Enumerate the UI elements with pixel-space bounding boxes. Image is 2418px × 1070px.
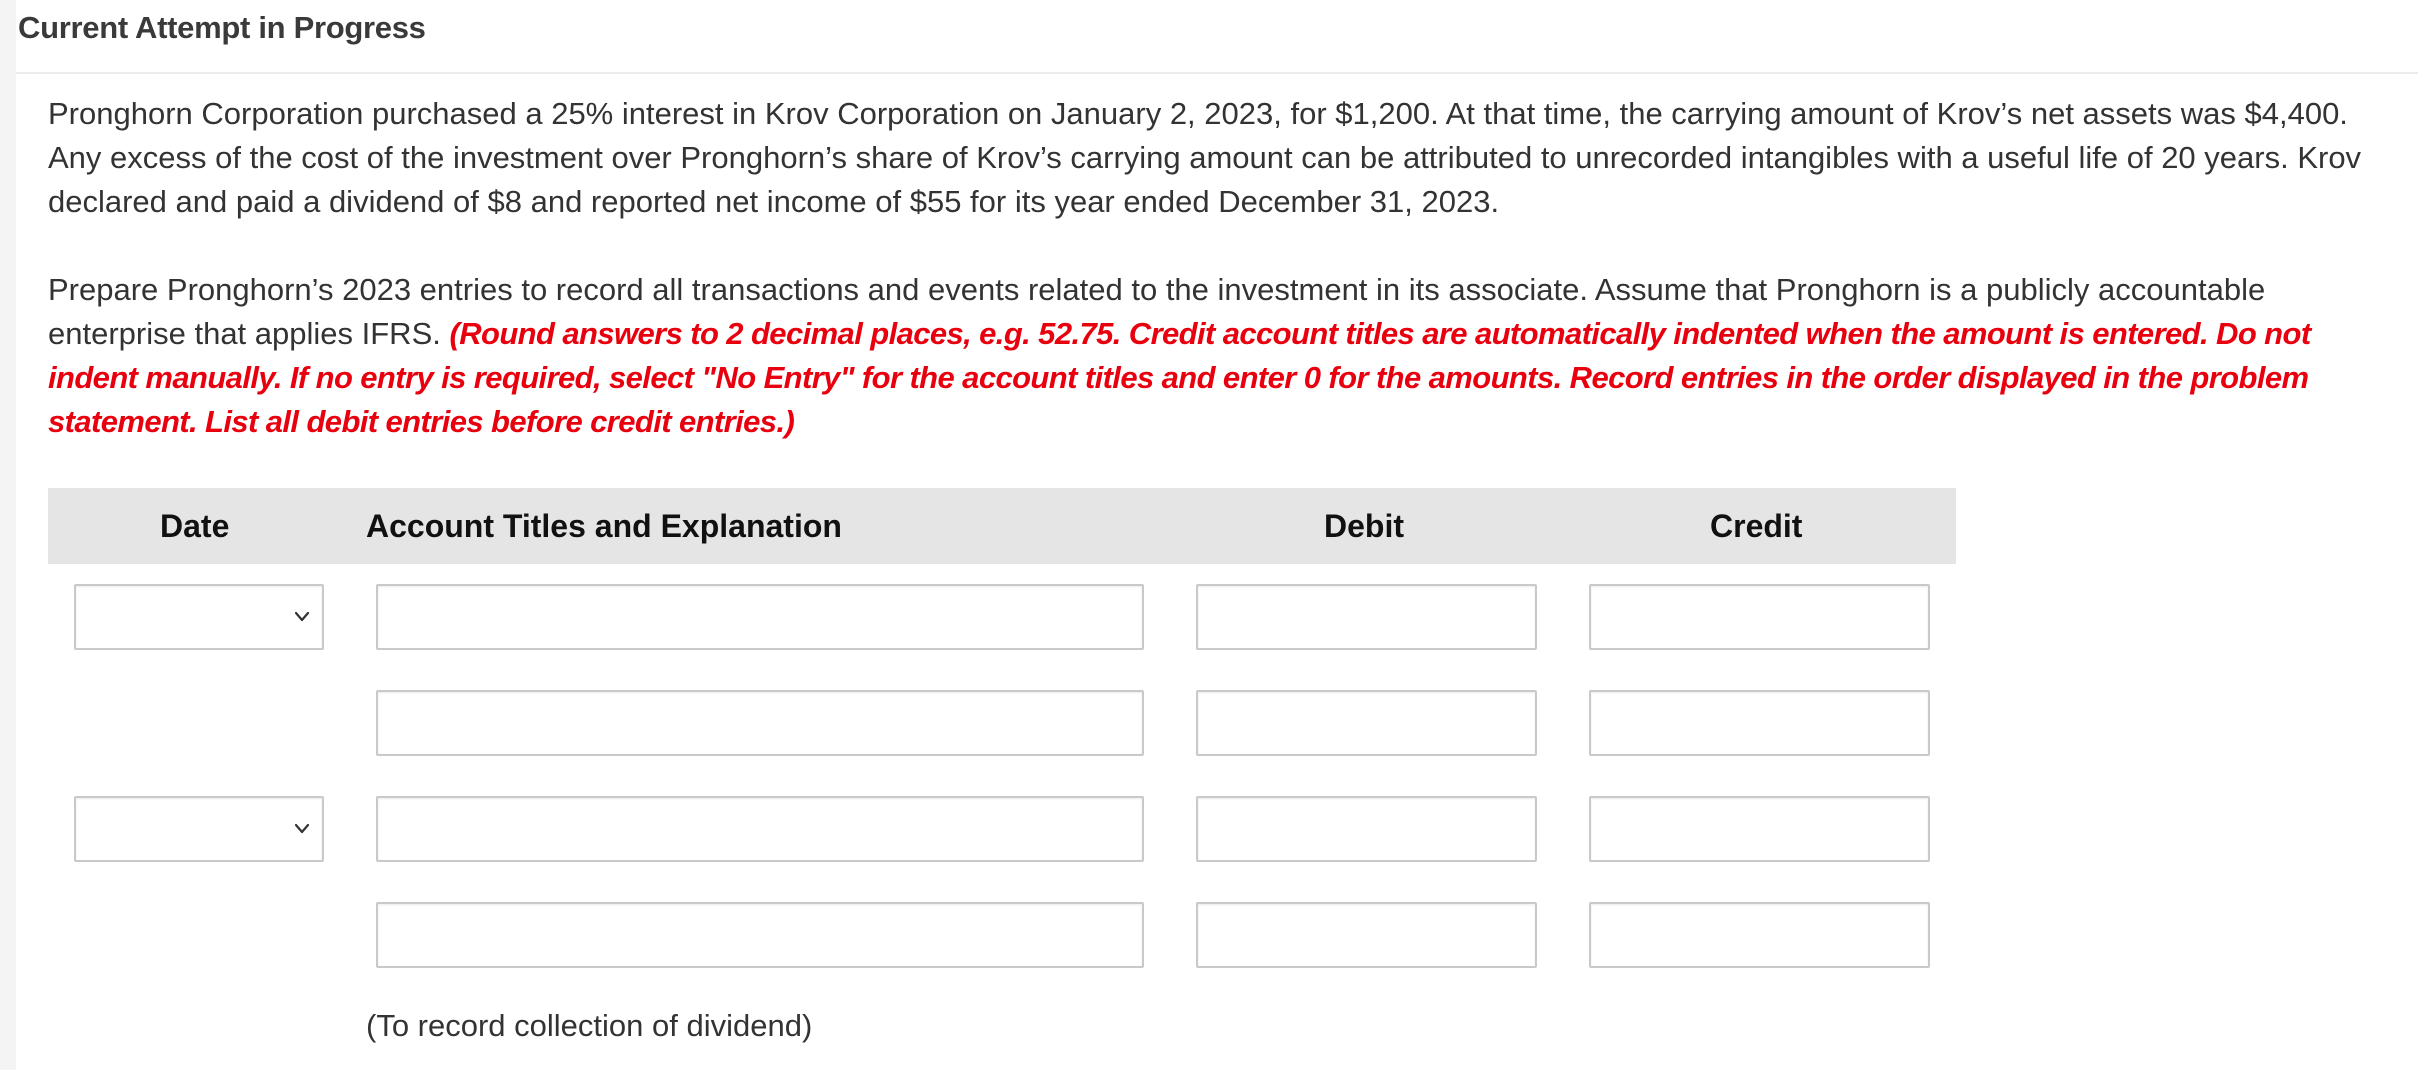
question-paragraph-1: Pronghorn Corporation purchased a 25% interest in Krov Corporation on January 2, 2023, for $1,200. At that time, the carrying amount of Krov’s net assets was $4,400. Any excess of the cost of the investment over Pronghorn’s share of Krov’s carrying amount can be attributed to unrecorded intangibles with a useful life of 20 years. Krov declared and paid a dividend of $8 and reported net income of $55 for its year ended December 31, 2023. <box>48 96 2362 219</box>
column-header-date: Date <box>160 508 230 544</box>
chevron-down-icon <box>294 818 310 840</box>
account-title-input[interactable] <box>376 584 1144 650</box>
journal-table-header <box>48 488 1956 564</box>
credit-input[interactable] <box>1589 584 1930 650</box>
question-paragraph-2 <box>48 268 2398 444</box>
attempt-title: Current Attempt in Progress <box>18 10 426 45</box>
account-title-input[interactable] <box>376 690 1144 756</box>
credit-input[interactable] <box>1589 690 1930 756</box>
column-header-account: Account Titles and Explanation <box>366 508 842 544</box>
date-select[interactable] <box>74 584 324 650</box>
column-header-credit: Credit <box>1710 508 1803 544</box>
chevron-down-icon <box>294 606 310 628</box>
account-title-input[interactable] <box>376 796 1144 862</box>
header-divider <box>16 72 2418 74</box>
credit-input[interactable] <box>1589 902 1930 968</box>
entry-explanation: (To record collection of dividend) <box>366 1008 813 1043</box>
question-instructions: (Round answers to 2 decimal places, e.g. 52.75. Credit account titles are automatically indented when the amount is entered. Do not indent manually. If no entry is required, select "No Entry" for the account titles and enter 0 for the amounts. Record entries in the order displayed in the problem statement. List all debit entries before credit entries.) <box>48 316 2311 439</box>
debit-input[interactable] <box>1196 690 1537 756</box>
debit-input[interactable] <box>1196 902 1537 968</box>
debit-input[interactable] <box>1196 584 1537 650</box>
question-lead: Prepare Pronghorn’s 2023 entries to record all transactions and events related to the investment in its associate. Assume that Pronghorn is a publicly accountable enterprise that applies IFRS. <box>48 272 2266 351</box>
column-header-debit: Debit <box>1324 508 1404 544</box>
question-text <box>48 92 2398 444</box>
left-border <box>0 0 16 1070</box>
account-title-input[interactable] <box>376 902 1144 968</box>
credit-input[interactable] <box>1589 796 1930 862</box>
date-select[interactable] <box>74 796 324 862</box>
debit-input[interactable] <box>1196 796 1537 862</box>
